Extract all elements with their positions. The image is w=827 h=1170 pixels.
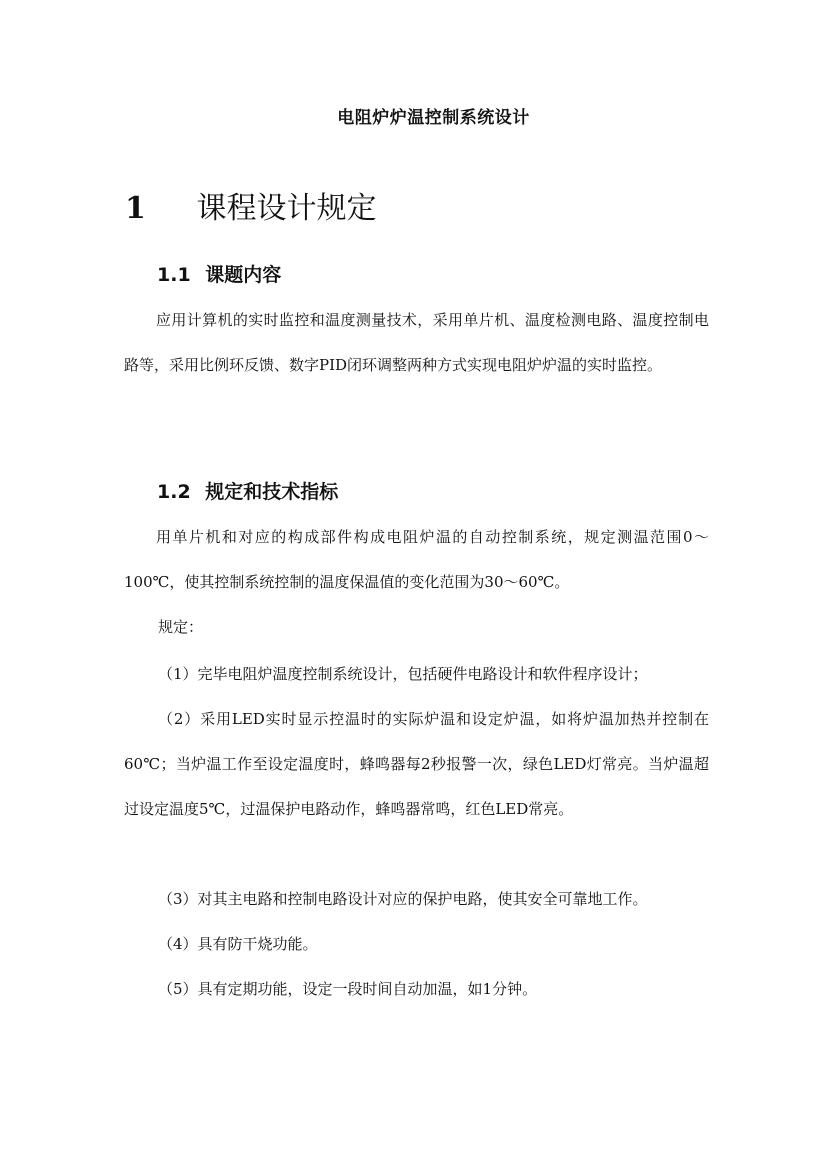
section-heading-1-2 — [157, 477, 338, 504]
section-number: 1.1 — [157, 264, 191, 286]
section-paragraph: 应用计算机的实时监控和温度测量技术，采用单片机、温度检测电路、温度控制电路等，采用比例环反馈、数字PID闭环调整两种方式实现电阻炉炉温的实时监控。 — [124, 311, 709, 374]
requirement-item-4: （4）具有防干烧功能。 — [158, 935, 318, 953]
section-heading-1-1 — [157, 260, 281, 287]
chapter-heading — [125, 183, 377, 227]
requirement-item-5: （5）具有定期功能，设定一段时间自动加温，如1分钟。 — [158, 980, 538, 998]
section-title: 规定和技术指标 — [205, 481, 339, 503]
section-paragraph: 用单片机和对应的构成部件构成电阻炉温的自动控制系统，规定测温范围0～100℃，使其控制系统控制的温度保温值的变化范围为30～60℃。 — [124, 528, 709, 591]
requirement-item-2: （2）采用LED实时显示控温时的实际炉温和设定炉温，如将炉温加热并控制在60℃；当炉温工作至设定温度时，蜂鸣器每2秒报警一次，绿色LED灯常亮。当炉温超过设定温度5℃，过温保护电路动作，蜂鸣器常鸣，红色LED常亮。 — [124, 710, 709, 818]
chapter-number: 1 — [125, 191, 146, 226]
section-number: 1.2 — [157, 481, 191, 503]
requirement-item-1: （1）完毕电阻炉温度控制系统设计，包括硬件电路设计和软件程序设计； — [158, 665, 648, 683]
requirement-item-3: （3）对其主电路和控制电路设计对应的保护电路，使其安全可靠地工作。 — [158, 890, 648, 908]
section-title: 课题内容 — [205, 264, 282, 286]
document-title: 电阻炉炉温控制系统设计 — [337, 108, 530, 128]
requirements-label: 规定： — [158, 618, 204, 636]
chapter-title: 课程设计规定 — [196, 191, 377, 226]
